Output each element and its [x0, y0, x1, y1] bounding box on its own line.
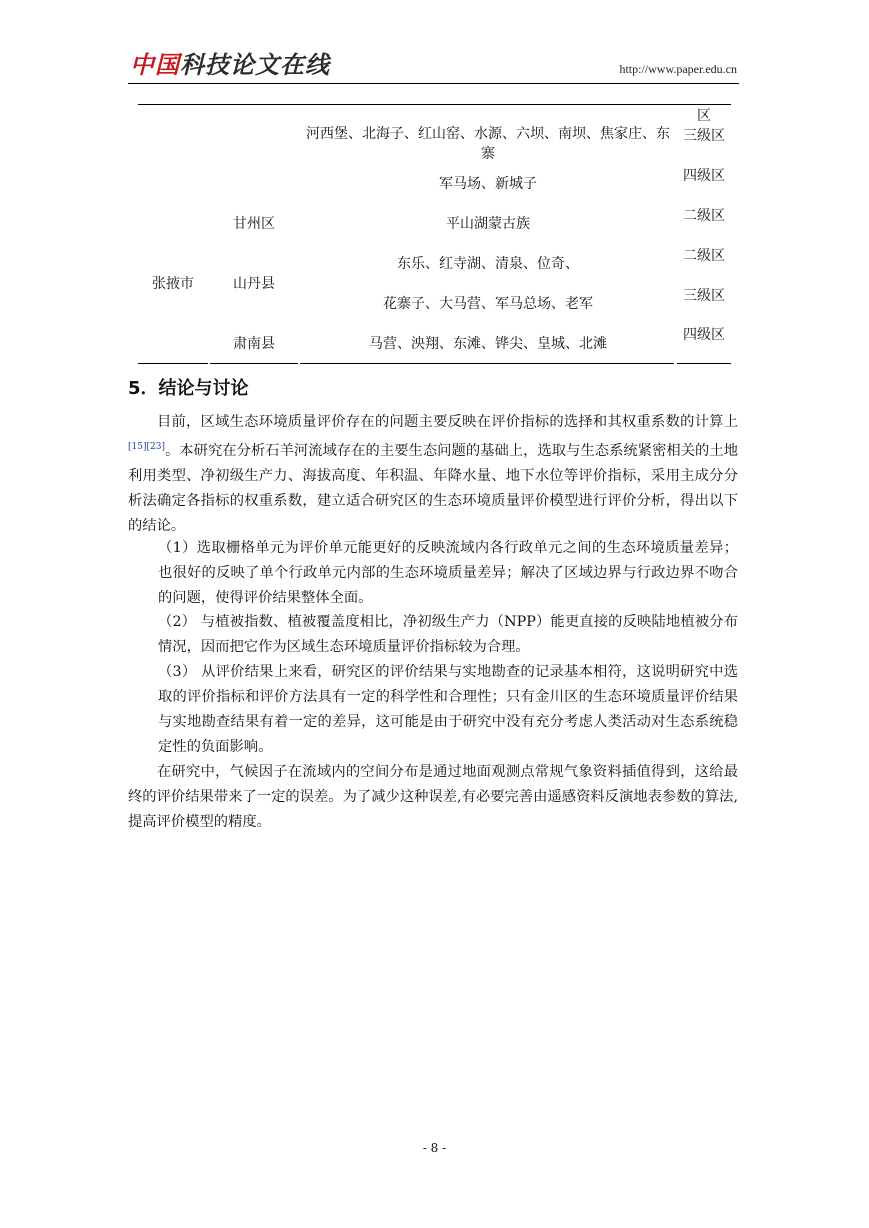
conclusion-item-2: （2） 与植被指数、植被覆盖度相比，净初级生产力（NPP）能更直接的反映陆地植被分布情况，因而把它作为区域生态环境质量评价指标较为合理。: [158, 614, 738, 655]
towns-cell: 河西堡、北海子、红山窑、水源、六坝、南坝、焦家庄、东寨: [306, 126, 670, 162]
paragraph-closing: 在研究中，气候因子在流域内的空间分布是通过地面观测点常规气象资料插值得到，这给最终的评价结果带来了一定的误差。为了减少这种误差,有必要完善由遥感资料反演地表参数的算法, 提高评价模型的精度。: [128, 764, 738, 830]
site-url[interactable]: http://www.paper.edu.cn: [619, 62, 737, 76]
grade-cell: 二级区: [683, 208, 725, 224]
page-number: - 8 -: [422, 1141, 447, 1155]
logo-red-text: 中国: [130, 51, 180, 79]
county-cell: 甘州区: [233, 216, 275, 232]
paragraph-intro: [128, 410, 738, 539]
county-cell: 肃南县: [233, 336, 275, 352]
table-bottom-rule: [677, 363, 731, 364]
table-bottom-rule: [300, 363, 674, 364]
conclusion-item-1: （1）选取栅格单元为评价单元能更好的反映流域内各行政单元之间的生态环境质量差异；也很好的反映了单个行政单元内部的生态环境质量差异；解决了区域边界与行政边界不吻合的问题，使得评价结果整体全面。: [158, 540, 738, 606]
table-bottom-rule: [138, 363, 208, 364]
towns-cell: 花寨子、大马营、军马总场、老军: [383, 296, 593, 312]
city-cell: 张掖市: [152, 276, 194, 292]
page-header: [0, 0, 869, 86]
towns-cell: 东乐、红寺湖、清泉、位奇、: [397, 256, 579, 272]
towns-cell: 马营、泱翔、东滩、铧尖、皇城、北滩: [369, 336, 607, 352]
paragraph-text: 目前，区域生态环境质量评价存在的问题主要反映在评价指标的选择和其权重系数的计算上: [157, 414, 738, 430]
grade-cell: 区: [697, 108, 711, 124]
county-cell: 山丹县: [233, 276, 275, 292]
towns-cell: 平山湖蒙古族: [446, 216, 530, 232]
grade-cell: 二级区: [683, 248, 725, 264]
grade-cell: 三级区: [683, 128, 725, 144]
grade-cell: 四级区: [683, 327, 725, 343]
table-top-rule: [138, 104, 731, 105]
paragraph-text: 。本研究在分析石羊河流域存在的主要生态问题的基础上，选取与生态系统紧密相关的土地利用类型、净初级生产力、海拔高度、年积温、年降水量、地下水位等评价指标，采用主成分分析法确定各指标的权重系数，建立适合研究区的生态环境质量评价模型进行评价分析，得出以下的结论。: [128, 443, 738, 534]
logo-dark-text: 科技论文在线: [180, 51, 330, 79]
citation-link[interactable]: [15][23]: [128, 442, 165, 452]
grade-cell: 三级区: [683, 288, 725, 304]
header-rule: [128, 83, 739, 84]
towns-cell: 军马场、新城子: [439, 176, 537, 192]
section-title: 5．结论与讨论: [128, 378, 249, 399]
conclusion-item-3: （3） 从评价结果上来看，研究区的评价结果与实地勘查的记录基本相符，这说明研究中选取的评价指标和评价方法具有一定的科学性和合理性；只有金川区的生态环境质量评价结果与实地勘查结果有着一定的差异，这可能是由于研究中没有充分考虑人类活动对生态系统稳定性的负面影响。: [158, 664, 738, 755]
grade-cell: 四级区: [683, 168, 725, 184]
site-logo[interactable]: [130, 50, 330, 80]
table-bottom-rule: [210, 363, 298, 364]
